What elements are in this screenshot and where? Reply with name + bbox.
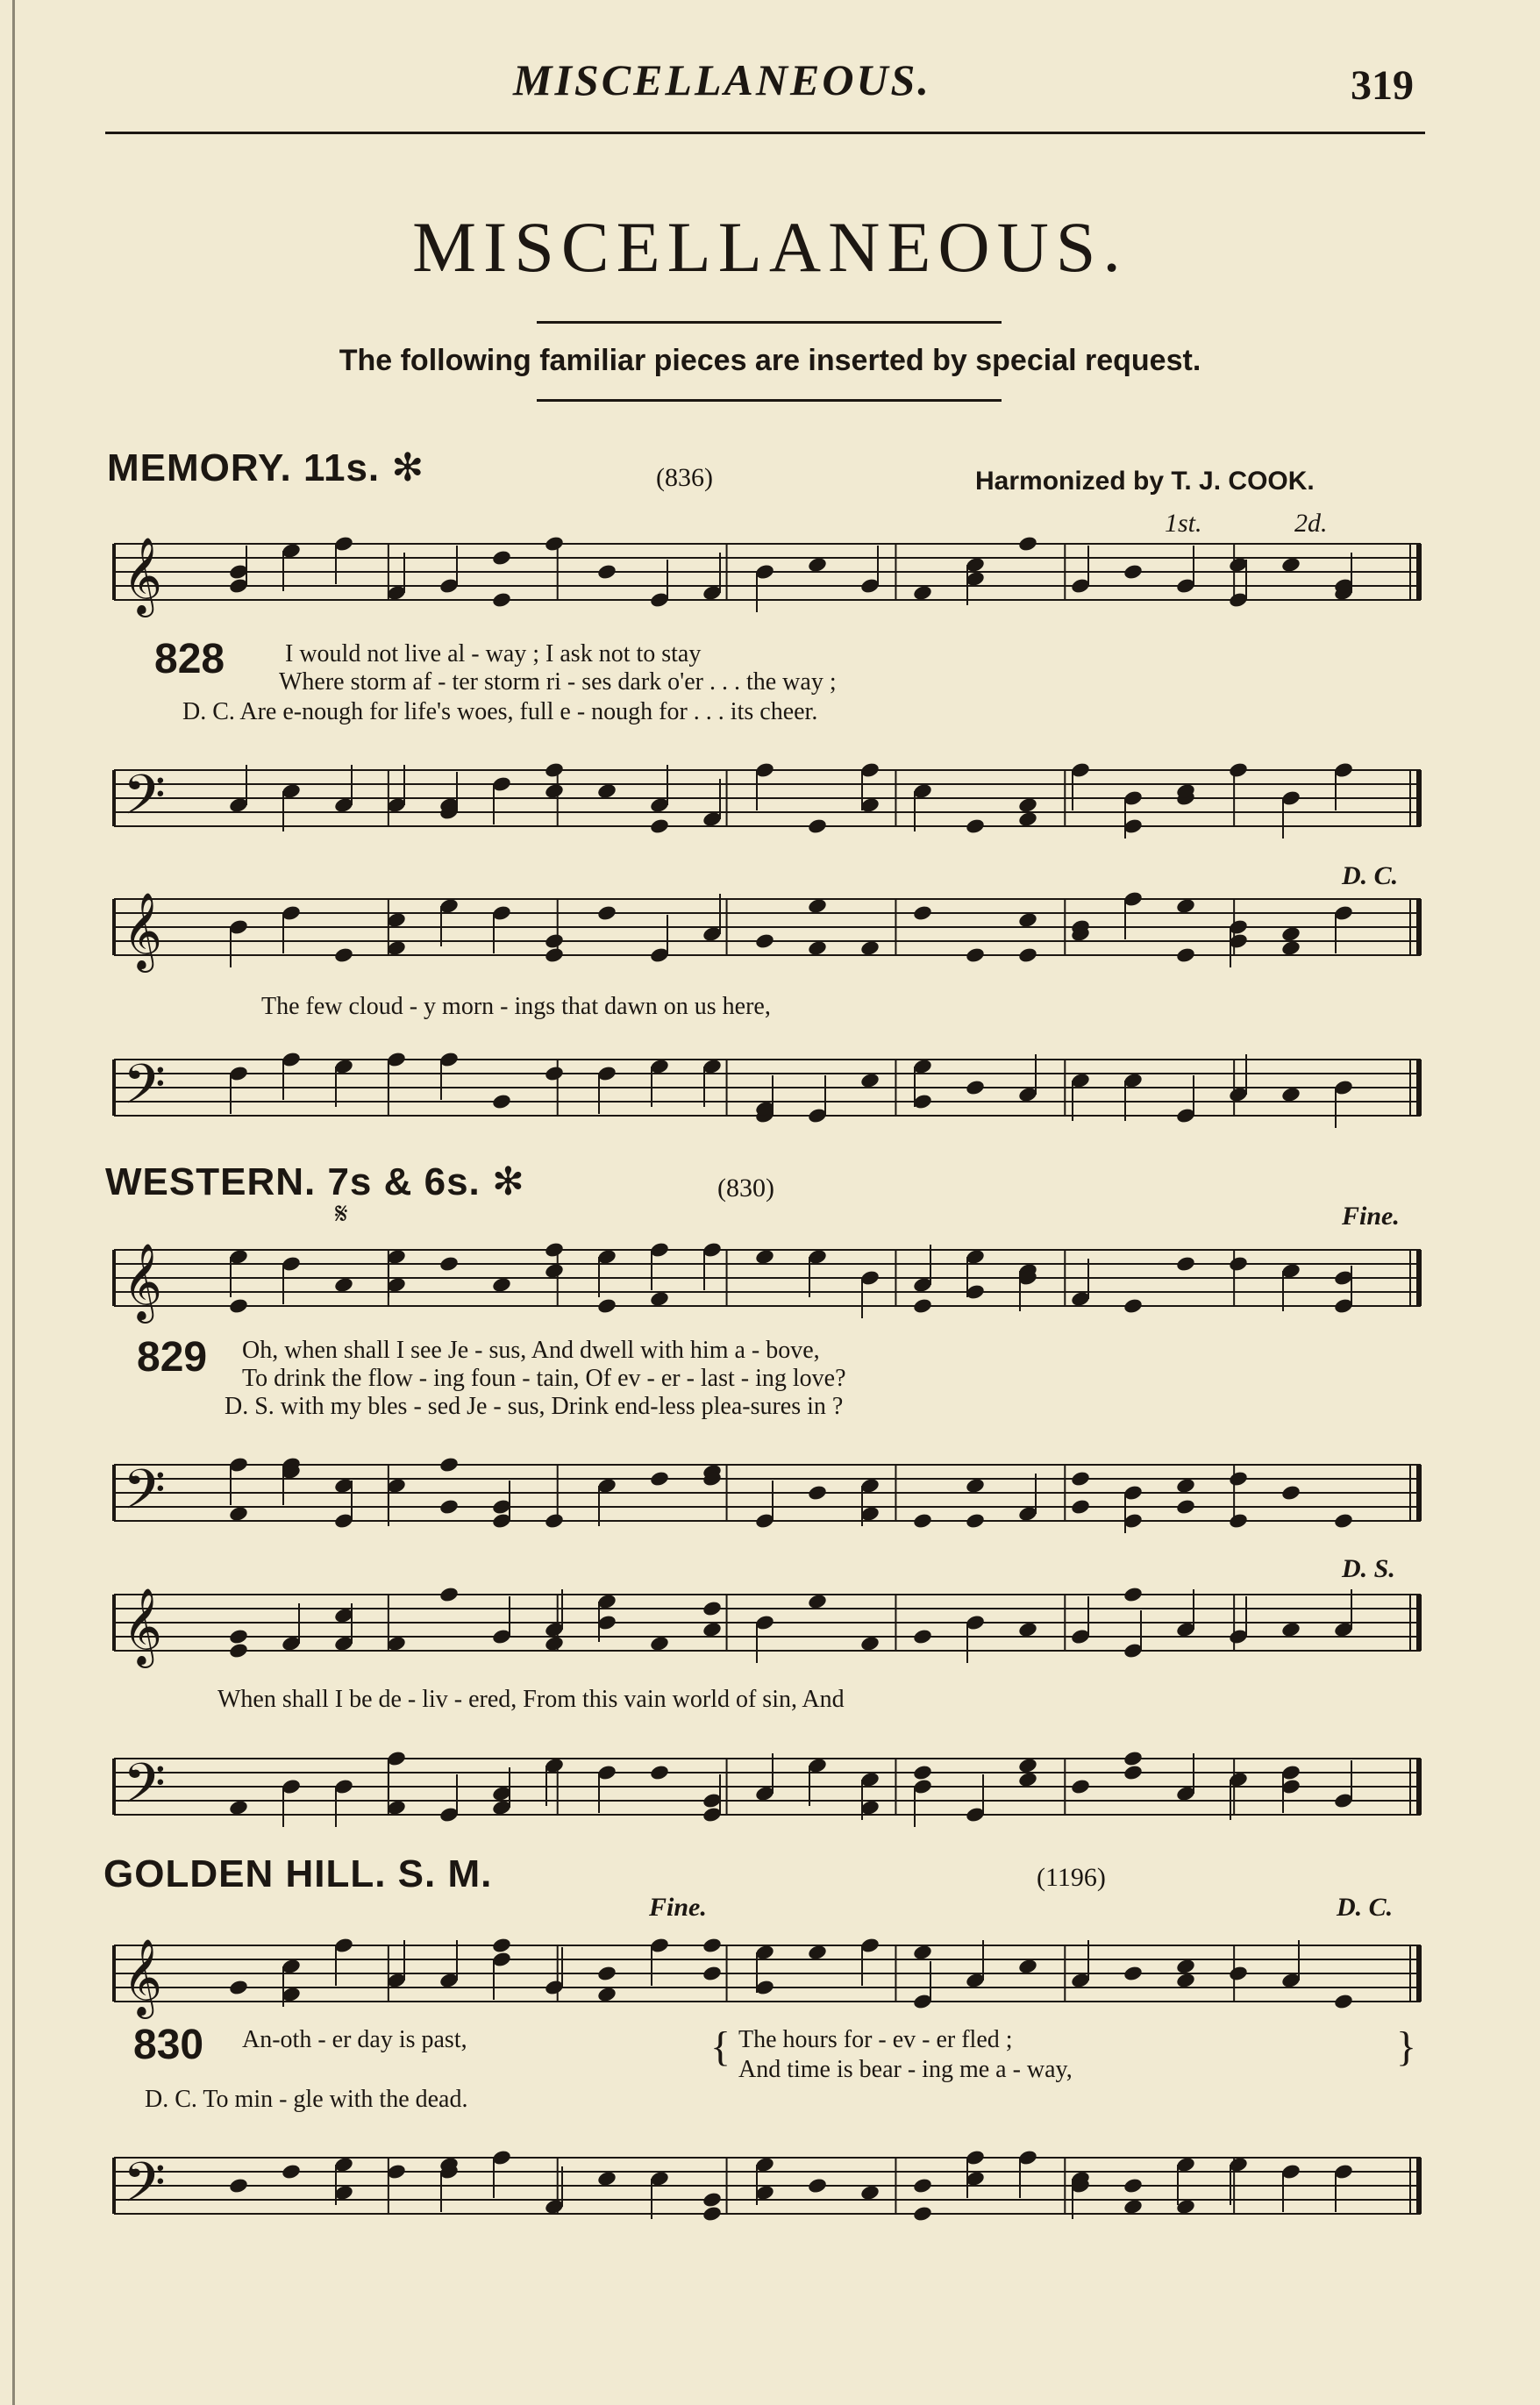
bass-staff-memory-2 xyxy=(114,1042,1429,1147)
note-head xyxy=(491,549,512,567)
note-head xyxy=(912,1297,933,1315)
brace-open: { xyxy=(710,2023,731,2070)
hymn-number: 828 xyxy=(154,636,225,682)
note-head xyxy=(1017,810,1038,828)
fine-mark: Fine. xyxy=(649,1893,707,1922)
note-head xyxy=(333,1276,354,1294)
note-head xyxy=(491,1093,512,1110)
note-head xyxy=(807,939,828,957)
note-head xyxy=(1070,1498,1091,1516)
clef-icon: 𝄞 xyxy=(123,1938,162,2016)
clef-icon: 𝄞 xyxy=(123,536,162,614)
note-head xyxy=(965,817,986,835)
note-head xyxy=(228,1628,249,1645)
note-head xyxy=(1175,1255,1196,1273)
note-head xyxy=(1228,761,1249,779)
note-head xyxy=(912,904,933,922)
note-head xyxy=(1123,1764,1144,1781)
clef-icon: 𝄞 xyxy=(123,1242,162,1320)
tune-ref: (836) xyxy=(656,463,713,492)
note-head xyxy=(491,591,512,609)
note-head xyxy=(912,584,933,602)
note-head xyxy=(1017,796,1038,814)
title-rule-bottom xyxy=(537,399,1002,402)
note-head xyxy=(1175,1972,1196,1989)
verse-line-2: To drink the flow - ing foun - tain, Of ev - er - last - ing love? xyxy=(242,1365,846,1392)
clef-icon: 𝄞 xyxy=(123,891,162,969)
note-head xyxy=(491,1937,512,1954)
note-head xyxy=(1175,946,1196,964)
clef-icon: 𝄞 xyxy=(123,1587,162,1665)
note-head xyxy=(754,1248,775,1266)
note-head xyxy=(1333,1512,1354,1530)
note-head xyxy=(702,1621,723,1638)
note-head xyxy=(965,946,986,964)
tune-ref: (1196) xyxy=(1037,1863,1106,1892)
clef-icon: 𝄢 xyxy=(123,762,166,840)
note-head xyxy=(807,1593,828,1610)
note-head xyxy=(1123,563,1144,581)
note-head xyxy=(754,932,775,950)
note-head xyxy=(596,1986,617,2003)
bass-staff-western-2 xyxy=(114,1741,1429,1846)
note-head xyxy=(912,2205,933,2223)
tune-ref: (830) xyxy=(717,1174,774,1202)
segno-icon: 𝄋 xyxy=(335,1198,348,1231)
verse-line-dc: D. C. Are e-nough for life's woes, full e - nough for . . . its cheer. xyxy=(182,698,818,725)
note-head xyxy=(1017,1771,1038,1788)
note-head xyxy=(1017,911,1038,929)
note-head xyxy=(1280,939,1301,957)
first-ending-label: 1st. xyxy=(1165,509,1202,538)
verse-line-2: Where storm af - ter storm ri - ses dark o'er . . . the way ; xyxy=(279,668,837,696)
treble-staff-memory-2 xyxy=(114,881,1429,987)
treble-staff-western-1 xyxy=(114,1232,1429,1338)
note-head xyxy=(807,2177,828,2194)
note-head xyxy=(1017,535,1038,553)
tune-title-western xyxy=(105,1160,525,1204)
note-head xyxy=(438,1456,460,1474)
bass-staff-memory-1 xyxy=(114,753,1429,858)
bass-staff-western-1 xyxy=(114,1447,1429,1552)
note-head xyxy=(912,1512,933,1530)
note-head xyxy=(859,2184,881,2202)
note-head xyxy=(1228,1512,1249,1530)
note-head xyxy=(1017,946,1038,964)
note-head xyxy=(702,1600,723,1617)
section-title: MISCELLANEOUS. xyxy=(412,207,1128,287)
note-head xyxy=(702,1965,723,1982)
note-head xyxy=(1070,1470,1091,1488)
tune-title-golden-hill: GOLDEN HILL. S. M. xyxy=(103,1852,493,1895)
note-head xyxy=(1175,1498,1196,1516)
clef-icon: 𝄢 xyxy=(123,1751,166,1829)
page-number: 319 xyxy=(1351,62,1414,109)
note-head xyxy=(596,2170,617,2187)
note-head xyxy=(438,1255,460,1273)
note-head xyxy=(807,556,828,574)
note-head xyxy=(1123,2177,1144,2194)
note-head xyxy=(1333,1993,1354,2010)
note-head xyxy=(912,1628,933,1645)
note-head xyxy=(544,1512,565,1530)
note-head xyxy=(1123,1965,1144,1982)
chorus-line: The few cloud - y morn - ings that dawn on us here, xyxy=(261,993,771,1020)
note-head xyxy=(807,1944,828,1961)
note-head xyxy=(544,782,565,800)
note-head xyxy=(596,782,617,800)
note-head xyxy=(1175,1477,1196,1495)
clef-icon: 𝄢 xyxy=(123,1052,166,1130)
staff-lines xyxy=(114,1465,1421,1521)
note-head xyxy=(702,2205,723,2223)
star-icon: ✻ xyxy=(492,1160,525,1203)
note-head xyxy=(1280,1621,1301,1638)
note-head xyxy=(649,817,670,835)
star-icon: ✻ xyxy=(391,446,425,489)
note-head xyxy=(1228,1965,1249,1982)
hymn-number: 829 xyxy=(137,1334,208,1381)
note-head xyxy=(1017,1621,1038,1638)
verse-line-2: The hours for - ev - er fled ; xyxy=(738,2026,1013,2053)
note-head xyxy=(859,1635,881,1652)
note-head xyxy=(965,1512,986,1530)
note-head xyxy=(1175,1958,1196,1975)
bass-staff-golden-hill xyxy=(114,2140,1429,2245)
note-head xyxy=(649,1764,670,1781)
note-head xyxy=(702,2191,723,2209)
ds-mark: D. S. xyxy=(1342,1554,1395,1583)
note-head xyxy=(912,2177,933,2194)
verse-line-dc: D. C. To min - gle with the dead. xyxy=(145,2086,468,2113)
section-subtitle: The following familiar pieces are inserted by special request. xyxy=(339,344,1201,377)
note-head xyxy=(438,1586,460,1603)
chorus-line: When shall I be de - liv - ered, From this vain world of sin, And xyxy=(217,1686,845,1713)
note-head xyxy=(1017,1958,1038,1975)
note-head xyxy=(1280,1484,1301,1502)
note-head xyxy=(596,904,617,922)
verse-line-ds: D. S. with my bles - sed Je - sus, Drink end-less plea-sures in ? xyxy=(225,1393,844,1420)
note-head xyxy=(912,1944,933,1961)
note-head xyxy=(649,1290,670,1308)
note-head xyxy=(544,1262,565,1280)
running-title: MISCELLANEOUS. xyxy=(513,55,931,104)
note-head xyxy=(807,1484,828,1502)
note-head xyxy=(1280,556,1301,574)
note-head xyxy=(544,535,565,553)
note-head xyxy=(1280,925,1301,943)
note-head xyxy=(544,761,565,779)
note-head xyxy=(228,1297,249,1315)
note-head xyxy=(1123,1750,1144,1767)
note-head xyxy=(596,563,617,581)
treble-staff-golden-hill xyxy=(114,1928,1429,2033)
verse-line-1: I would not live al - way ; I ask not to stay xyxy=(285,640,702,667)
hymn-number: 830 xyxy=(133,2022,204,2068)
note-head xyxy=(544,932,565,950)
note-head xyxy=(859,1072,881,1089)
header-rule xyxy=(105,132,1425,134)
note-head xyxy=(228,1505,249,1523)
note-head xyxy=(544,1065,565,1082)
note-head xyxy=(965,1477,986,1495)
note-head xyxy=(859,939,881,957)
note-head xyxy=(544,1241,565,1259)
second-ending-label: 2d. xyxy=(1294,509,1328,538)
note-head xyxy=(807,897,828,915)
note-head xyxy=(1228,1470,1249,1488)
note-head xyxy=(544,1635,565,1652)
note-head xyxy=(228,1799,249,1816)
note-head xyxy=(596,1965,617,1982)
treble-staff-western-2 xyxy=(114,1577,1429,1682)
note-head xyxy=(596,1297,617,1315)
note-head xyxy=(228,2177,249,2194)
title-rule-top xyxy=(537,321,1002,324)
verse-line-3: And time is bear - ing me a - way, xyxy=(738,2056,1073,2083)
note-head xyxy=(1070,1778,1091,1795)
brace-close: } xyxy=(1396,2023,1417,2070)
harmonized-by: Harmonized by T. J. COOK. xyxy=(975,467,1315,496)
note-head xyxy=(333,946,354,964)
note-head xyxy=(807,817,828,835)
note-head xyxy=(491,1276,512,1294)
note-head xyxy=(1228,1255,1249,1273)
note-head xyxy=(438,1498,460,1516)
tune-title-memory xyxy=(107,446,424,490)
note-head xyxy=(1123,1297,1144,1315)
clef-icon: 𝄢 xyxy=(123,2150,166,2228)
note-head xyxy=(1017,1757,1038,1774)
note-head xyxy=(702,1937,723,1954)
note-head xyxy=(912,1764,933,1781)
dc-mark: D. C. xyxy=(1342,861,1399,890)
note-head xyxy=(649,1470,670,1488)
note-head xyxy=(228,1979,249,1996)
note-head xyxy=(544,946,565,964)
note-head xyxy=(965,1079,986,1096)
tune-name: WESTERN. 7s & 6s. xyxy=(105,1160,481,1203)
note-head xyxy=(1175,897,1196,915)
note-head xyxy=(228,1642,249,1659)
note-head xyxy=(649,1635,670,1652)
verse-line-1: Oh, when shall I see Je - sus, And dwell with him a - bove, xyxy=(242,1337,820,1364)
note-head xyxy=(1123,2198,1144,2216)
note-head xyxy=(1280,1086,1301,1103)
staff-lines xyxy=(114,770,1421,826)
dc-mark: D. C. xyxy=(1337,1893,1394,1922)
fine-mark: Fine. xyxy=(1342,1202,1400,1231)
staff-lines xyxy=(114,899,1421,955)
note-head xyxy=(281,2163,302,2180)
staff-lines xyxy=(114,1759,1421,1815)
treble-staff-memory-1 xyxy=(114,526,1429,632)
tune-name: MEMORY. 11s. xyxy=(107,446,381,489)
note-head xyxy=(1123,1586,1144,1603)
verse-line-1: An-oth - er day is past, xyxy=(242,2026,467,2053)
clef-icon: 𝄢 xyxy=(123,1457,166,1535)
